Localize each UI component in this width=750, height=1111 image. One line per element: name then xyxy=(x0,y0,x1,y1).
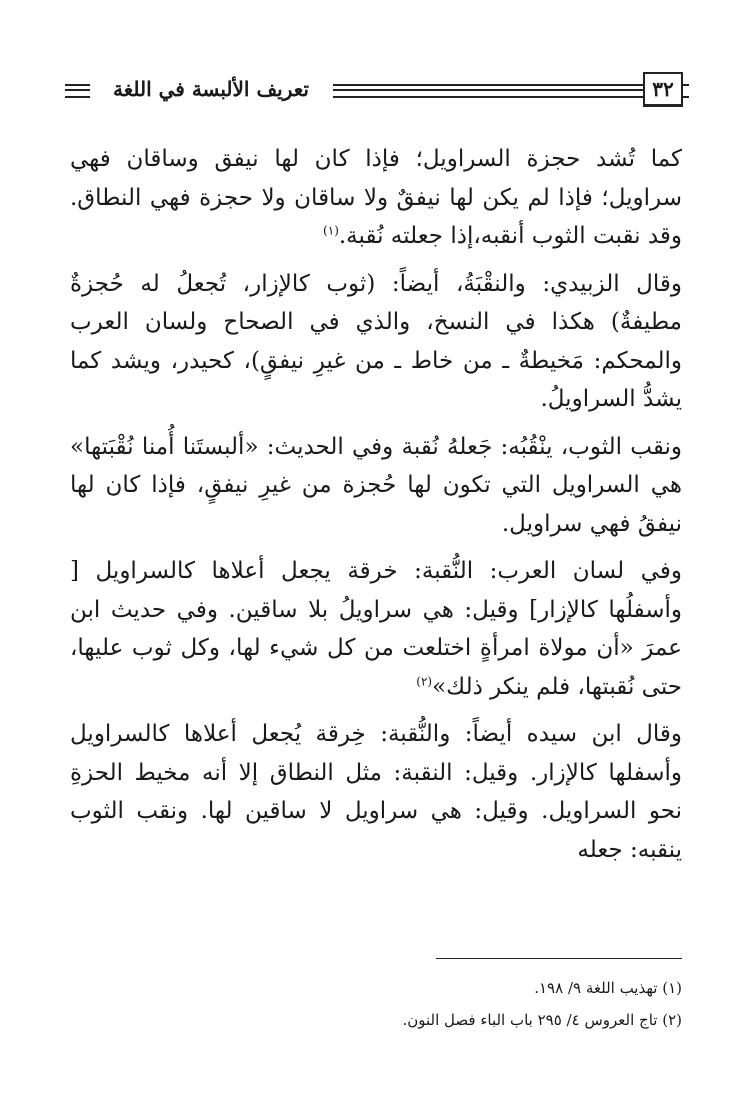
page-header xyxy=(65,72,682,108)
paragraph-text: ونقب الثوب، ينْقُبُه: جَعلهُ نُقبة وفي الحديث: «ألبستَنا أُمنا نُقْبَتها» هي السراويل التي تكون لها حُجزة من غيرِ نيفقٍ، فإذا كان لها نيفقُ فهي سراويل. xyxy=(70,433,682,537)
paragraph xyxy=(70,428,682,544)
running-title: تعريف الألبسة في اللغة xyxy=(113,77,309,101)
footnotes xyxy=(70,972,682,1036)
paragraph xyxy=(70,265,682,419)
paragraph xyxy=(70,140,682,256)
header-rule-left xyxy=(65,84,90,98)
footnote: (١) تهذيب اللغة ٩/ ١٩٨. xyxy=(534,979,682,997)
footnote-separator xyxy=(436,958,682,959)
paragraph-text: وقال الزبيدي: والنقْبَةُ، أيضاً: (ثوب كالإزار، تُجعلُ له حُجزةٌ مطيفةٌ) هكذا في النسخ، والذي في الصحاح ولسان العرب والمحكم: مَخيطةٌ ـ من خاط ـ من غيرِ نيفقٍ)، كحيدر، ويشد كما يشدُّ السراويلُ. xyxy=(70,270,682,412)
page-number: ٣٢ xyxy=(643,72,683,107)
footnote-ref: (٢) xyxy=(416,673,433,688)
footnote: (٢) تاج العروس ٤/ ٢٩٥ باب الباء فصل النون. xyxy=(402,1011,682,1029)
paragraph-text: كما تُشد حجزة السراويل؛ فإذا كان لها نيفق وساقان فهي سراويل؛ فإذا لم يكن لها نيفقٌ ولا ساقان ولا حجزة فهي النطاق. وقد نقبت الثوب أنقبه،إذا جعلته نُقبة. xyxy=(70,146,682,249)
paragraph-text: وقال ابن سيده أيضاً: والنُّقبة: خِرقة يُجعل أعلاها كالسراويل وأسفلها كالإزار. وقيل: النقبة: مثل النطاق إلا أنه مخيط الحزةِ نحو السراويل. وقيل: هي سراويل لا ساقين لها. ونقب الثوب ينقبه: جعله xyxy=(70,721,682,863)
body-text xyxy=(70,140,682,878)
paragraph xyxy=(70,715,682,869)
footnote-ref: (١) xyxy=(323,223,339,238)
paragraph-text: وفي لسان العرب: النُّقبة: خرقة يجعل أعلاها كالسراويل [ وأسفلُها كالإزار] وقيل: هي سراويلُ بلا ساقين. وفي حديث ابن عمرَ «أن مولاة امرأةٍ اختلعت من كل شيء لها، وكل ثوب عليها، حتى نُقبتها، فلم ينكر ذلك» xyxy=(70,558,682,700)
paragraph xyxy=(70,552,682,706)
header-rule-middle xyxy=(333,84,643,98)
